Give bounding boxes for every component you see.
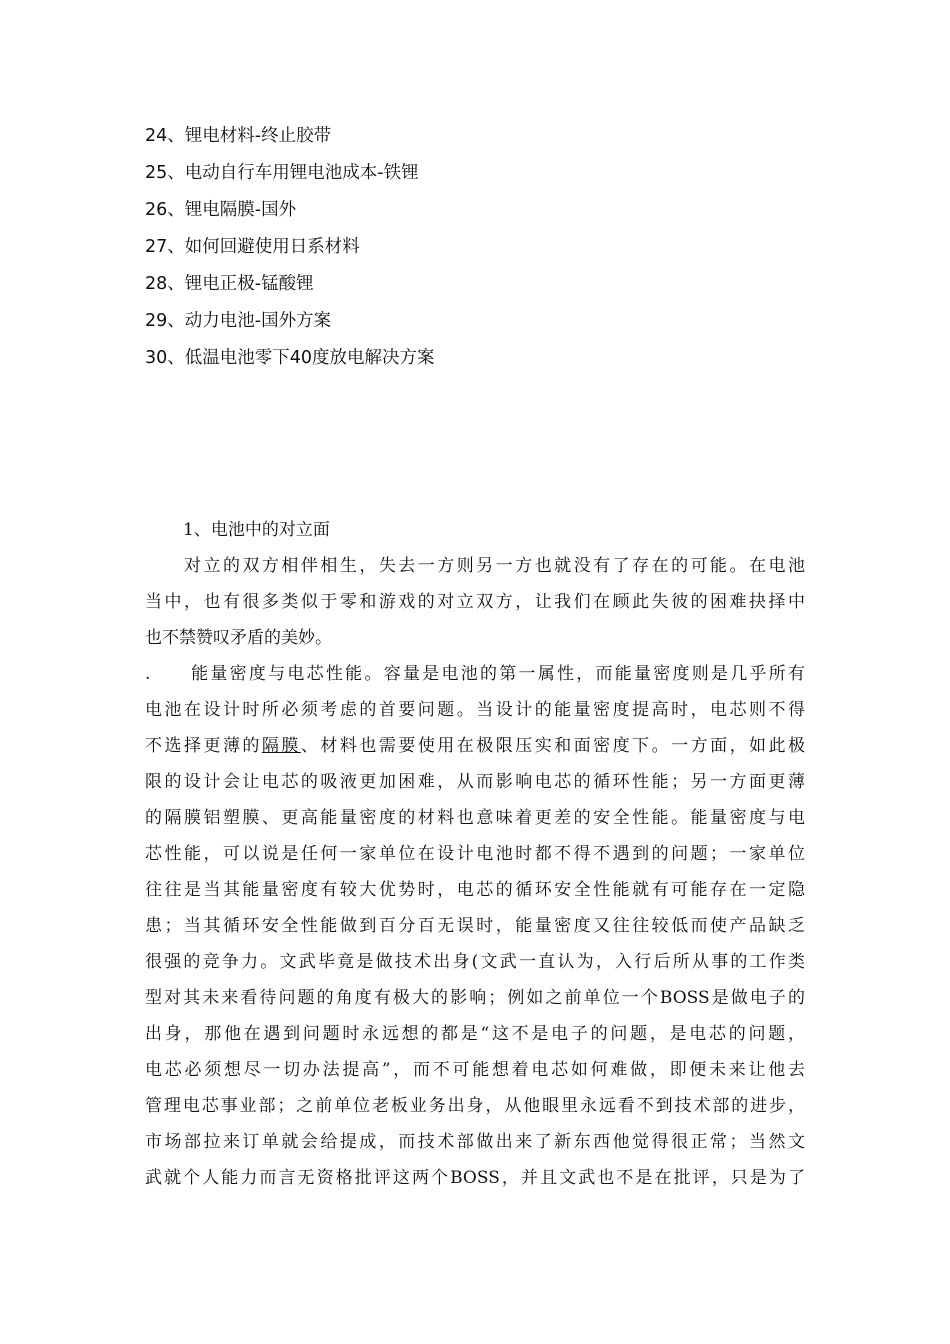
paragraph-line — [145, 728, 805, 764]
paragraph-line: 芯性能，可以说是任何一家单位在设计电池时都不得不遇到的问题；一家单位 — [145, 844, 805, 864]
paragraph-line: 往往是当其能量密度有较大优势时，电芯的循环安全性能就有可能存在一定隐 — [145, 880, 805, 900]
toc-item: 27、如何回避使用日系材料 — [145, 237, 360, 257]
toc-item: 28、锂电正极-锰酸锂 — [145, 274, 314, 294]
toc-item: 24、锂电材料-终止胶带 — [145, 126, 332, 146]
toc-item: 30、低温电池零下40度放电解决方案 — [145, 348, 435, 368]
paragraph-line: 管理电芯事业部；之前单位老板业务出身，从他眼里永远看不到技术部的进步， — [145, 1096, 805, 1116]
paragraph-line: 也不禁赞叹矛盾的美妙。 — [145, 628, 332, 648]
paragraph-line: . 能量密度与电芯性能。容量是电池的第一属性，而能量密度则是几乎所有 — [145, 664, 805, 684]
toc-list — [145, 118, 845, 377]
text-run: 不选择更薄的 — [145, 736, 262, 756]
paragraph-line: 市场部拉来订单就会给提成，而技术部做出来了新东西他觉得很正常；当然文 — [145, 1132, 805, 1152]
paragraph-line: 当中，也有很多类似于零和游戏的对立双方，让我们在顾此失彼的困难抉择中 — [145, 592, 805, 612]
section-heading: 1、电池中的对立面 — [183, 520, 330, 540]
separator-link[interactable]: 隔膜 — [261, 736, 301, 756]
paragraph-line: 型对其未来看待问题的角度有极大的影响；例如之前单位一个BOSS是做电子的 — [145, 988, 805, 1008]
paragraph-line: 的隔膜铝塑膜、更高能量密度的材料也意味着更差的安全性能。能量密度与电 — [145, 808, 805, 828]
toc-item: 25、电动自行车用锂电池成本-铁锂 — [145, 163, 419, 183]
paragraph-line: 电池在设计时所必须考虑的首要问题。当设计的能量密度提高时，电芯则不得 — [145, 700, 805, 720]
paragraph-line: 患；当其循环安全性能做到百分百无误时，能量密度又往往较低而使产品缺乏 — [145, 916, 805, 936]
text-run: 、材料也需要使用在极限压实和面密度下。一方面，如此极 — [300, 736, 805, 756]
paragraph-line: 出身，那他在遇到问题时永远想的都是“这不是电子的问题，是电芯的问题， — [145, 1024, 805, 1044]
paragraph-line: 很强的竞争力。文武毕竟是做技术出身(文武一直认为，入行后所从事的工作类 — [145, 952, 805, 972]
paragraph-line: 电芯必须想尽一切办法提高”，而不可能想着电芯如何难做，即便未来让他去 — [145, 1060, 805, 1080]
toc-item: 29、动力电池-国外方案 — [145, 311, 332, 331]
paragraph-line: 武就个人能力而言无资格批评这两个BOSS，并且文武也不是在批评，只是为了 — [145, 1168, 805, 1188]
article-body — [145, 548, 805, 1196]
toc-item: 26、锂电隔膜-国外 — [145, 200, 297, 220]
paragraph-line: 对立的双方相伴相生，失去一方则另一方也就没有了存在的可能。在电池 — [145, 556, 805, 576]
paragraph-line: 限的设计会让电芯的吸液更加困难，从而影响电芯的循环性能；另一方面更薄 — [145, 772, 805, 792]
